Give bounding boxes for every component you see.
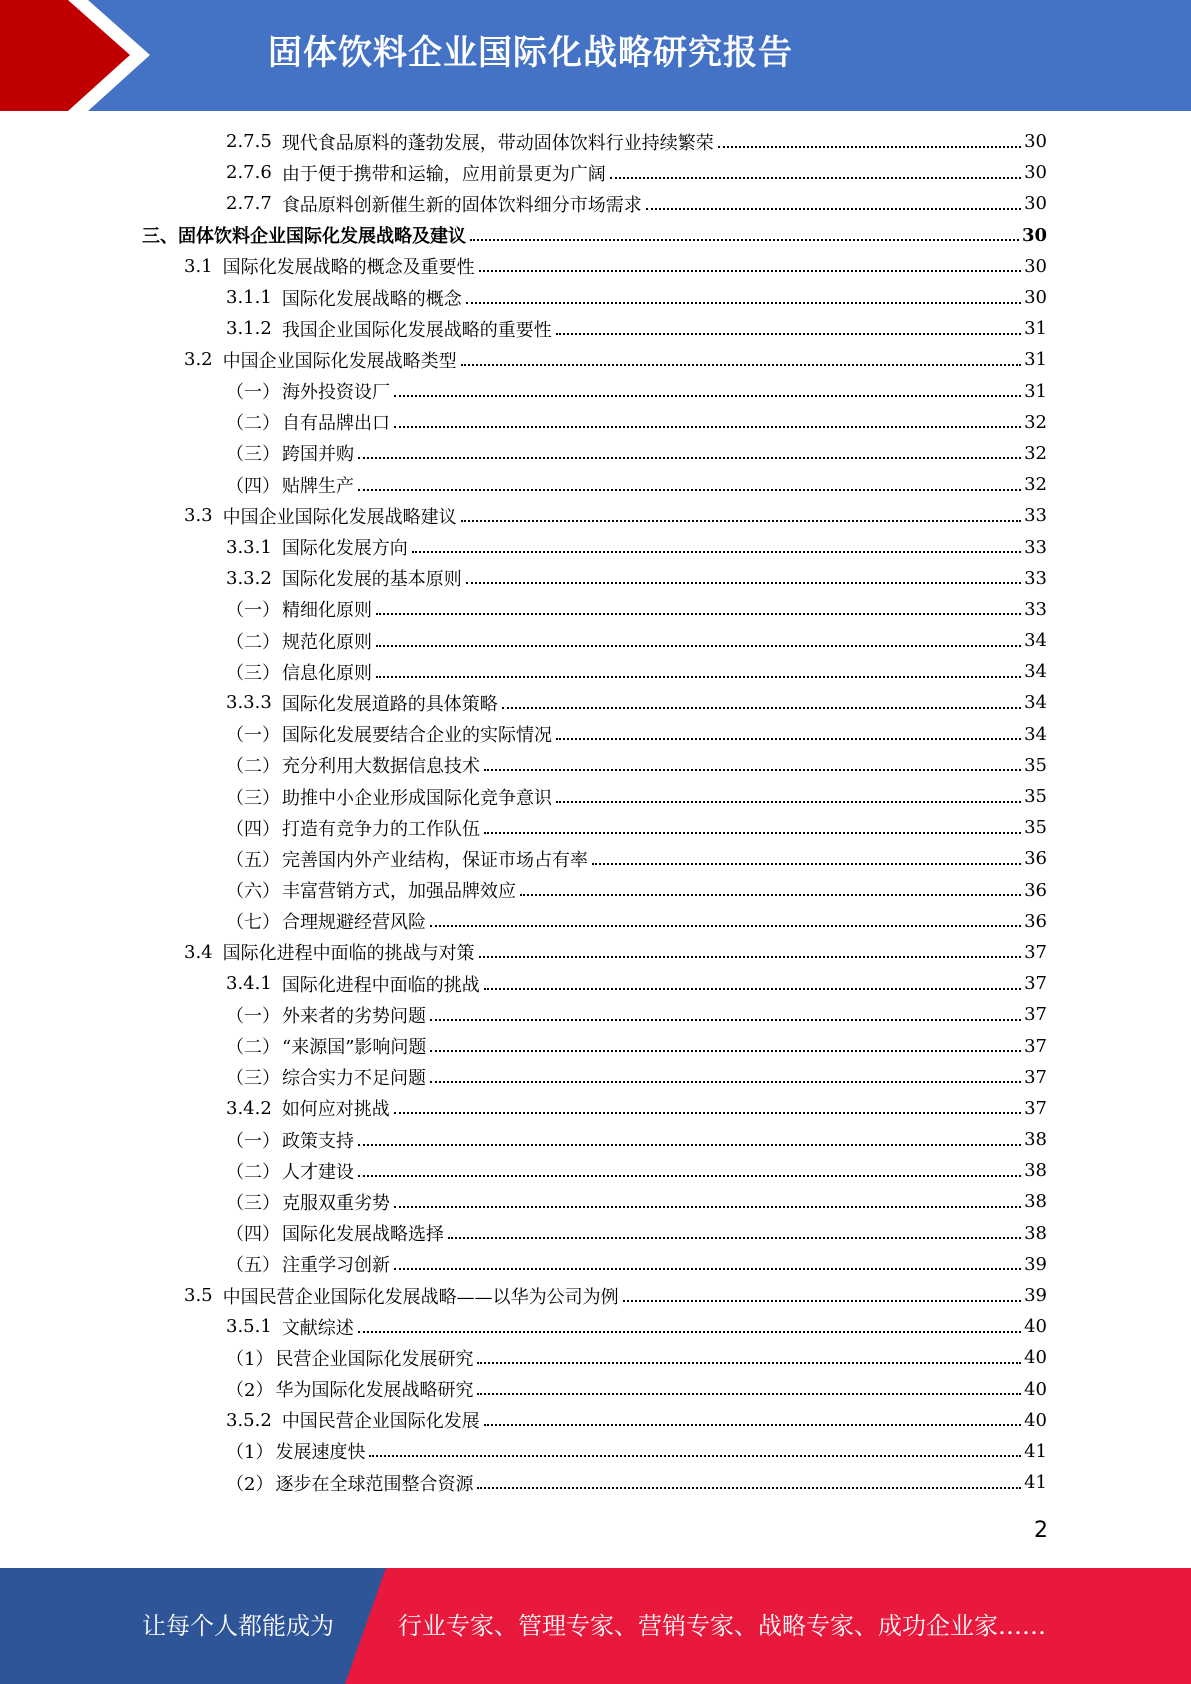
toc-entry[interactable] [0,500,1191,531]
toc-entry-page: 34 [1024,692,1047,714]
toc-entry-title: 国际化进程中面临的挑战 [281,974,480,996]
toc-entry-page: 33 [1024,598,1047,620]
toc-entry-page: 37 [1024,1004,1047,1026]
toc-entry-page: 40 [1024,1347,1047,1369]
report-title [200,0,1191,111]
toc-dot-leader [369,1455,1021,1457]
toc-entry-title: 由于便于携带和运输，应用前景更为广阔 [281,163,606,185]
toc-entry[interactable] [0,781,1191,812]
toc-entry-page: 40 [1024,1316,1047,1338]
toc-entry-page: 31 [1024,349,1047,371]
toc-dot-leader [461,520,1021,522]
toc-entry-number: 3.5.2 [226,1409,272,1431]
toc-dot-leader [466,302,1021,304]
toc-entry-number: （三） [226,1192,280,1214]
toc-entry-number: （2） [226,1380,274,1402]
toc-entry-title: 注重学习创新 [282,1255,390,1277]
toc-entry-title: 完善国内外产业结构，保证市场占有率 [282,849,588,871]
toc-entry[interactable] [0,531,1191,562]
toc-entry-page: 34 [1024,630,1047,652]
toc-entry-page: 38 [1024,1129,1047,1151]
toc-entry[interactable] [0,157,1191,188]
toc-entry-page: 30 [1021,224,1047,246]
toc-entry[interactable] [0,188,1191,219]
toc-dot-leader [430,925,1021,927]
toc-entry-page: 33 [1024,567,1047,589]
toc-entry[interactable] [0,1155,1191,1186]
toc-entry[interactable] [0,376,1191,407]
toc-entry-number: （三） [226,1068,280,1090]
toc-entry[interactable] [0,1218,1191,1249]
toc-entry-page: 36 [1024,879,1047,901]
toc-dot-leader [623,1300,1021,1302]
toc-entry-title: 助推中小企业形成国际化竞争意识 [282,787,552,809]
toc-entry-page: 37 [1024,941,1047,963]
toc-entry[interactable] [0,313,1191,344]
toc-entry-number: 3.2 [184,349,213,371]
toc-entry-number: 3.4 [184,941,213,963]
toc-entry-page: 30 [1024,131,1047,153]
toc-dot-leader [479,956,1021,958]
toc-entry[interactable] [0,687,1191,718]
toc-entry-title: 精细化原则 [282,600,372,622]
toc-dot-leader [358,1331,1021,1333]
toc-entry-title: 克服双重劣势 [282,1192,390,1214]
toc-dot-leader [394,1112,1021,1114]
toc-entry[interactable] [0,1280,1191,1311]
toc-dot-leader [718,146,1021,148]
toc-entry[interactable] [0,1062,1191,1093]
toc-entry[interactable] [0,1030,1191,1061]
toc-dot-leader [592,863,1021,865]
toc-dot-leader [484,769,1021,771]
toc-entry-title: 人才建设 [282,1161,354,1183]
toc-dot-leader [477,1487,1021,1489]
toc-entry[interactable] [0,1186,1191,1217]
toc-entry-title: 国际化发展战略的概念及重要性 [222,257,475,279]
toc-entry-title: 逐步在全球范围整合资源 [275,1473,474,1495]
toc-entry-title: 国际化发展方向 [281,538,408,560]
toc-entry[interactable] [0,906,1191,937]
toc-entry-title: 华为国际化发展战略研究 [275,1380,474,1402]
toc-dot-leader [430,1050,1021,1052]
toc-entry-title: 外来者的劣势问题 [282,1005,426,1027]
toc-dot-leader [430,1019,1021,1021]
toc-dot-leader [484,1424,1021,1426]
toc-entry-page: 30 [1024,162,1047,184]
toc-entry-title: 海外投资设厂 [282,382,390,404]
toc-entry-number: （二） [226,413,280,435]
toc-entry-title: 中国民营企业国际化发展战略——以华为公司为例 [222,1286,619,1308]
toc-dot-leader [394,1268,1021,1270]
toc-entry-page: 35 [1024,754,1047,776]
toc-entry-title: 国际化发展战略的概念 [281,288,462,310]
page-footer [0,1568,1191,1684]
toc-entry-title: 综合实力不足问题 [282,1068,426,1090]
toc-entry-title: 民营企业国际化发展研究 [275,1348,474,1370]
toc-entry-number: （四） [226,818,280,840]
toc-entry[interactable] [0,438,1191,469]
toc-entry-number: （五） [226,1255,280,1277]
toc-entry[interactable] [0,875,1191,906]
toc-entry-page: 30 [1024,287,1047,309]
toc-dot-leader [461,364,1021,366]
toc-entry-number: 3.3 [184,505,213,527]
toc-entry[interactable] [0,563,1191,594]
toc-entry[interactable] [0,1374,1191,1405]
toc-entry-number: 2.7.6 [226,162,272,184]
toc-entry-number: 3.5.1 [226,1316,272,1338]
toc-entry-number: （三） [226,787,280,809]
toc-dot-leader [358,489,1021,491]
toc-entry[interactable] [0,1467,1191,1498]
toc-dot-leader [610,177,1021,179]
toc-dot-leader [646,208,1021,210]
toc-entry-number: （四） [226,1224,280,1246]
toc-dot-leader [520,894,1021,896]
toc-dot-leader [502,707,1021,709]
toc-entry[interactable] [0,251,1191,282]
toc-entry-page: 32 [1024,442,1047,464]
toc-entry[interactable] [0,656,1191,687]
toc-entry[interactable] [0,1249,1191,1280]
toc-entry[interactable] [0,407,1191,438]
toc-entry[interactable] [0,1405,1191,1436]
toc-dot-leader [477,1393,1021,1395]
toc-entry-number: 2.7.7 [226,193,272,215]
toc-entry-page: 30 [1024,193,1047,215]
footer-slogan-left: 让每个人都能成为 [142,1612,334,1640]
report-title-text: 固体饮料企业国际化战略研究报告 [268,33,793,73]
toc-entry-page: 39 [1024,1253,1047,1275]
toc-entry-page: 30 [1024,255,1047,277]
toc-entry-title: 中国企业国际化发展战略类型 [222,350,457,372]
toc-entry-title: 国际化进程中面临的挑战与对策 [222,943,475,965]
toc-entry[interactable] [0,843,1191,874]
toc-dot-leader [358,1144,1021,1146]
toc-entry-title: 信息化原则 [282,662,372,684]
toc-dot-leader [556,738,1021,740]
toc-entry-page: 34 [1024,723,1047,745]
toc-dot-leader [556,801,1021,803]
toc-dot-leader [477,1362,1021,1364]
toc-entry-number: （二） [226,756,280,778]
toc-entry-page: 37 [1024,973,1047,995]
toc-dot-leader [448,1237,1021,1239]
toc-dot-leader [358,457,1021,459]
toc-entry-number: （一） [226,725,280,747]
toc-entry[interactable] [0,625,1191,656]
toc-entry-page: 32 [1024,474,1047,496]
toc-entry-page: 31 [1024,380,1047,402]
toc-entry-number: 3.1.1 [226,287,272,309]
toc-entry-title: 国际化发展道路的具体策略 [281,693,498,715]
toc-entry-page: 39 [1024,1285,1047,1307]
toc-entry[interactable] [0,999,1191,1030]
toc-entry-number: 3.1.2 [226,318,272,340]
toc-entry[interactable] [0,469,1191,500]
toc-entry-page: 33 [1024,505,1047,527]
toc-entry-number: （一） [226,600,280,622]
toc-entry[interactable] [0,968,1191,999]
toc-entry[interactable] [0,937,1191,968]
toc-entry-page: 33 [1024,536,1047,558]
toc-entry-page: 37 [1024,1066,1047,1088]
toc-entry-page: 36 [1024,848,1047,870]
toc-entry[interactable] [0,719,1191,750]
toc-entry[interactable] [0,282,1191,313]
toc-entry[interactable] [0,750,1191,781]
toc-entry-page: 40 [1024,1378,1047,1400]
toc-entry-page: 40 [1024,1409,1047,1431]
toc-entry[interactable] [0,1436,1191,1467]
toc-dot-leader [430,1081,1021,1083]
toc-entry-title: 合理规避经营风险 [282,912,426,934]
toc-entry-number: （1） [226,1442,274,1464]
toc-entry[interactable] [0,812,1191,843]
toc-dot-leader [484,832,1021,834]
toc-entry-number: （七） [226,912,280,934]
toc-entry-title: 文献综述 [281,1317,354,1339]
toc-entry-number: （一） [226,1005,280,1027]
toc-entry-page: 35 [1024,786,1047,808]
toc-dot-leader [470,239,1019,241]
toc-entry-number: （四） [226,475,280,497]
toc-entry-title: 发展速度快 [275,1442,366,1464]
toc-dot-leader [394,395,1021,397]
toc-dot-leader [376,613,1021,615]
toc-entry-title: 充分利用大数据信息技术 [282,756,480,778]
page-number: 2 [1034,1518,1048,1543]
toc-entry-number: （二） [226,1037,280,1059]
toc-entry-number: （二） [226,1161,280,1183]
toc-entry-title: 国际化发展战略选择 [282,1224,444,1246]
toc-entry-title: 现代食品原料的蓬勃发展，带动固体饮料行业持续繁荣 [281,132,714,154]
toc-entry[interactable] [0,594,1191,625]
toc-dot-leader [376,676,1021,678]
toc-dot-leader [556,333,1021,335]
toc-entry[interactable] [0,344,1191,375]
toc-entry-title: 如何应对挑战 [281,1099,390,1121]
toc-entry-page: 32 [1024,411,1047,433]
toc-entry-number: 3.4.2 [226,1097,272,1119]
toc-dot-leader [376,645,1021,647]
footer-slogan-right: 行业专家、管理专家、营销专家、战略专家、成功企业家…… [398,1612,1046,1640]
toc-entry-number: （一） [226,1130,280,1152]
toc-entry[interactable] [0,220,1191,251]
toc-entry-title: 食品原料创新催生新的固体饮料细分市场需求 [281,194,642,216]
toc-entry[interactable] [0,1124,1191,1155]
toc-entry-page: 41 [1024,1472,1047,1494]
toc-entry-page: 37 [1024,1035,1047,1057]
toc-entry-page: 36 [1024,910,1047,932]
toc-entry-title: 国际化发展要结合企业的实际情况 [282,725,552,747]
toc-entry[interactable] [0,126,1191,157]
toc-entry-number: （三） [226,662,280,684]
toc-dot-leader [412,551,1021,553]
toc-dot-leader [394,426,1021,428]
toc-entry-number: 2.7.5 [226,131,272,153]
toc-entry-title: 政策支持 [282,1130,354,1152]
toc-entry-number: （五） [226,849,280,871]
toc-dot-leader [358,1175,1021,1177]
toc-dot-leader [466,582,1021,584]
toc-entry-number: （六） [226,881,280,903]
toc-entry-page: 41 [1024,1440,1047,1462]
toc-entry-number: 3.3.2 [226,567,272,589]
toc-entry-page: 35 [1024,817,1047,839]
toc-entry-title: 跨国并购 [282,444,354,466]
toc-entry-number: 3.3.3 [226,692,272,714]
toc-entry-number: （2） [226,1473,274,1495]
toc-entry-title: 国际化发展的基本原则 [281,569,462,591]
toc-entry-number: （三） [226,444,280,466]
toc-entry-page: 34 [1024,661,1047,683]
toc-entry-title: 丰富营销方式，加强品牌效应 [282,881,516,903]
toc-entry-page: 31 [1024,318,1047,340]
toc-entry-title: 中国企业国际化发展战略建议 [222,506,457,528]
toc-entry-page: 38 [1024,1222,1047,1244]
toc-entry-title: 规范化原则 [282,631,372,653]
toc-entry-title: 自有品牌出口 [282,413,390,435]
toc-dot-leader [484,988,1021,990]
table-of-contents [0,126,1191,1498]
toc-entry-title: 打造有竞争力的工作队伍 [282,818,480,840]
toc-dot-leader [394,1206,1021,1208]
toc-entry-number: 三、 [142,226,178,248]
toc-entry-number: （1） [226,1348,274,1370]
toc-entry-number: 3.5 [184,1285,213,1307]
toc-entry-number: （一） [226,382,280,404]
toc-entry-page: 38 [1024,1160,1047,1182]
toc-entry-title: 我国企业国际化发展战略的重要性 [281,319,552,341]
toc-entry-number: 3.3.1 [226,536,272,558]
page-header [0,0,1191,111]
toc-entry-title: “来源国”影响问题 [282,1037,427,1059]
toc-entry[interactable] [0,1093,1191,1124]
toc-entry-page: 37 [1024,1097,1047,1119]
toc-dot-leader [479,270,1021,272]
toc-entry-title: 固体饮料企业国际化发展战略及建议 [178,226,466,248]
toc-entry[interactable] [0,1342,1191,1373]
toc-entry-number: 3.1 [184,255,213,277]
toc-entry-title: 中国民营企业国际化发展 [281,1411,480,1433]
toc-entry-number: 3.4.1 [226,973,272,995]
toc-entry-title: 贴牌生产 [282,475,354,497]
toc-entry-page: 38 [1024,1191,1047,1213]
toc-entry-number: （二） [226,631,280,653]
toc-entry[interactable] [0,1311,1191,1342]
